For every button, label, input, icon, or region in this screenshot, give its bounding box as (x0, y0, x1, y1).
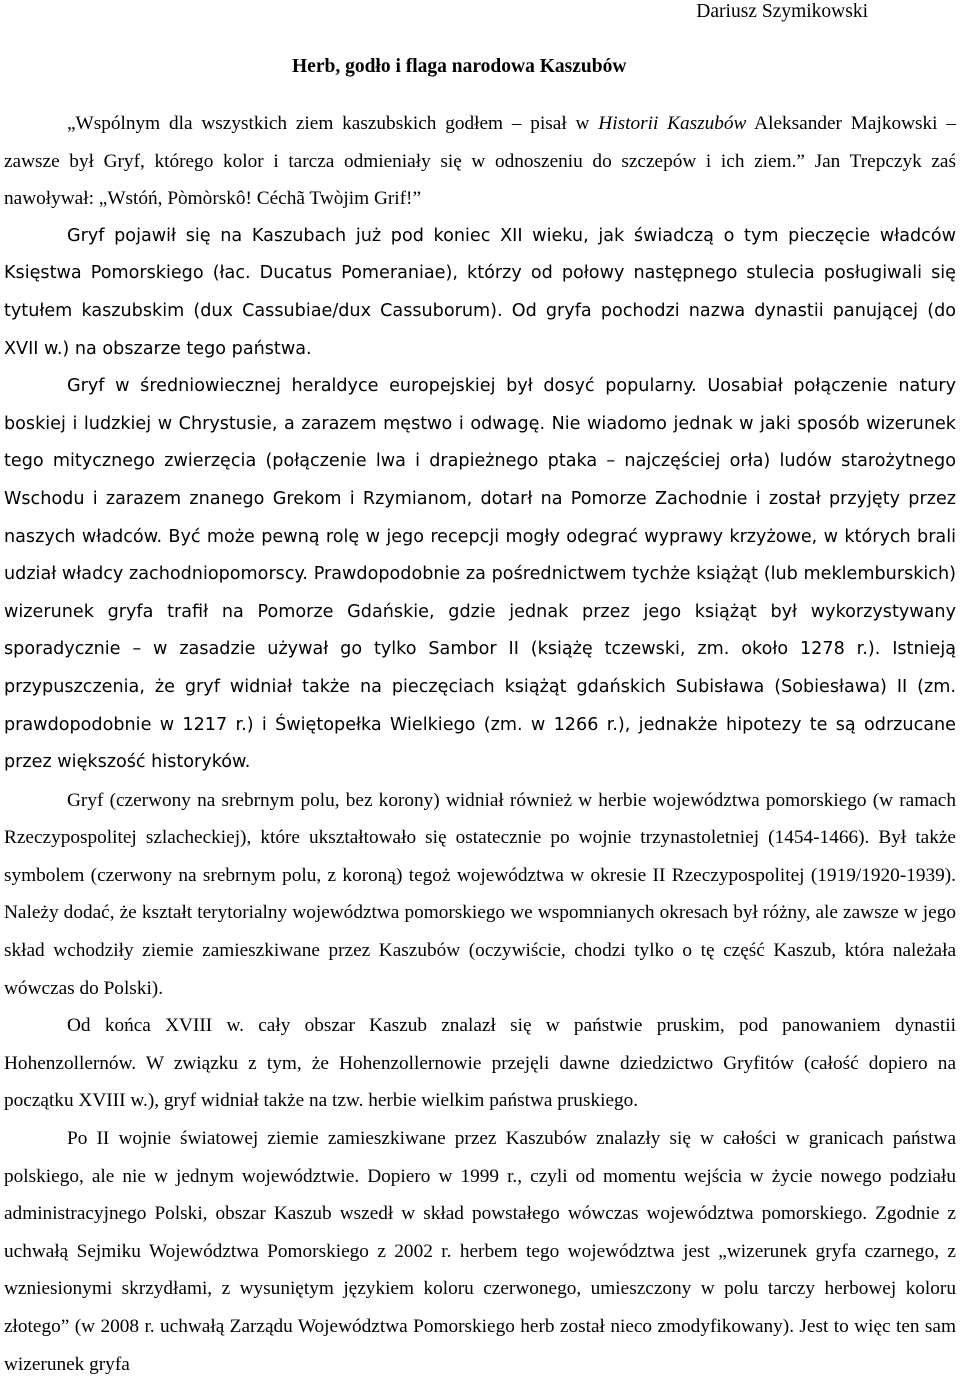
paragraph-1 (4, 105, 956, 218)
document-body (4, 105, 956, 1383)
paragraph-1-post: Aleksander Majkowski – zawsze był Gryf, którego kolor i tarcza odmieniały się w odnoszeniu do szczepów i ich ziem.” Jan Trepczyk zaś nawoływał: „Wstóń, Pòmòrskô! Céchã Twòjim Grif!” (4, 113, 956, 210)
paragraph-6: Po II wojnie światowej ziemie zamieszkiwane przez Kaszubów znalazły się w całości w granicach państwa polskiego, ale nie w jednym województwie. Dopiero w 1999 r., czyli od momentu wejścia w życie nowego podziału administracyjnego Polski, obszar Kaszub wszedł w skład powstałego wówczas województwa pomorskiego. Zgodnie z uchwałą Sejmiku Województwa Pomorskiego z 2002 r. herbem tego województwa jest „wizerunek gryfa czarnego, z wzniesionymi skrzydłami, z wysuniętym językiem koloru czerwonego, umieszczony w polu tarczy herbowej koloru złotego” (w 2008 r. uchwałą Zarządu Województwa Pomorskiego herb został nieco zmodyfikowany). Jest to więc ten sam wizerunek gryfa (4, 1128, 956, 1375)
paragraph-4: Gryf (czerwony na srebrnym polu, bez korony) widniał również w herbie województwa pomorskiego (w ramach Rzeczypospolitej szlacheckiej), które ukształtowało się ostatecznie po wojnie trzynastoletniej (1454-1466). Był także symbolem (czerwony na srebrnym polu, z koroną) tegoż województwa w okresie II Rzeczypospolitej (1919/1920-1939). Należy dodać, że kształt terytorialny województwa pomorskiego we wspomnianych okresach był różny, ale zawsze w jego skład wchodziły ziemie zamieszkiwane przez Kaszubów (oczywiście, chodzi tylko o tę część Kaszub, która należała wówczas do Polski). (4, 789, 956, 999)
paragraph-5: Od końca XVIII w. cały obszar Kaszub znalazł się w państwie pruskim, pod panowaniem dynastii Hohenzollernów. W związku z tym, że Hohenzollernowie przejęli dawne dziedzictwo Gryfitów (całość dopiero na początku XVIII w.), gryf widniał także na tzw. herbie wielkim państwa pruskiego. (4, 1015, 956, 1112)
paragraph-1-pre: „Wspólnym dla wszystkich ziem kaszubskich godłem – pisał w (67, 113, 599, 134)
document-title: Herb, godło i flaga narodowa Kaszubów (292, 56, 627, 77)
paragraph-1-italic-title: Historii Kaszubów (598, 113, 747, 134)
paragraph-3: Gryf w średniowiecznej heraldyce europejskiej był dosyć popularny. Uosabiał połączenie natury boskiej i ludzkiej w Chrystusie, a zarazem męstwo i odwagę. Nie wiadomo jednak w jaki sposób wizerunek tego mitycznego zwierzęcia (połączenie lwa i drapieżnego ptaka – najczęściej orła) ludów starożytnego Wschodu i zarazem znanego Grekom i Rzymianom, dotarł na Pomorze Zachodnie i został przyjęty przez naszych władców. Być może pewną rolę w jego recepcji mogły odegrać wyprawy krzyżowe, w których brali udział władcy zachodniopomorscy. Prawdopodobnie za pośrednictwem tychże książąt (lub meklemburskich) wizerunek gryfa trafił na Pomorze Gdańskie, gdzie jednak przez jego książąt był wykorzystywany sporadycznie – w zasadzie używał go tylko Sambor II (książę tczewski, zm. około 1278 r.). Istnieją przypuszczenia, że gryf widniał także na pieczęciach książąt gdańskich Subisława (Sobiesława) II (zm. prawdopodobnie w 1217 r.) i Świętopełka Wielkiego (zm. w 1266 r.), jednakże hipotezy te są odrzucane przez większość historyków. (4, 376, 956, 773)
author-name: Dariusz Szymikowski (696, 1, 868, 22)
paragraph-2: Gryf pojawił się na Kaszubach już pod koniec XII wieku, jak świadczą o tym pieczęcie władców Księstwa Pomorskiego (łac. Ducatus Pomeraniae), którzy od połowy następnego stulecia posługiwali się tytułem kaszubskim (dux Cassubiae/dux Cassuborum). Od gryfa pochodzi nazwa dynastii panującej (do XVII w.) na obszarze tego państwa. (4, 225, 956, 359)
